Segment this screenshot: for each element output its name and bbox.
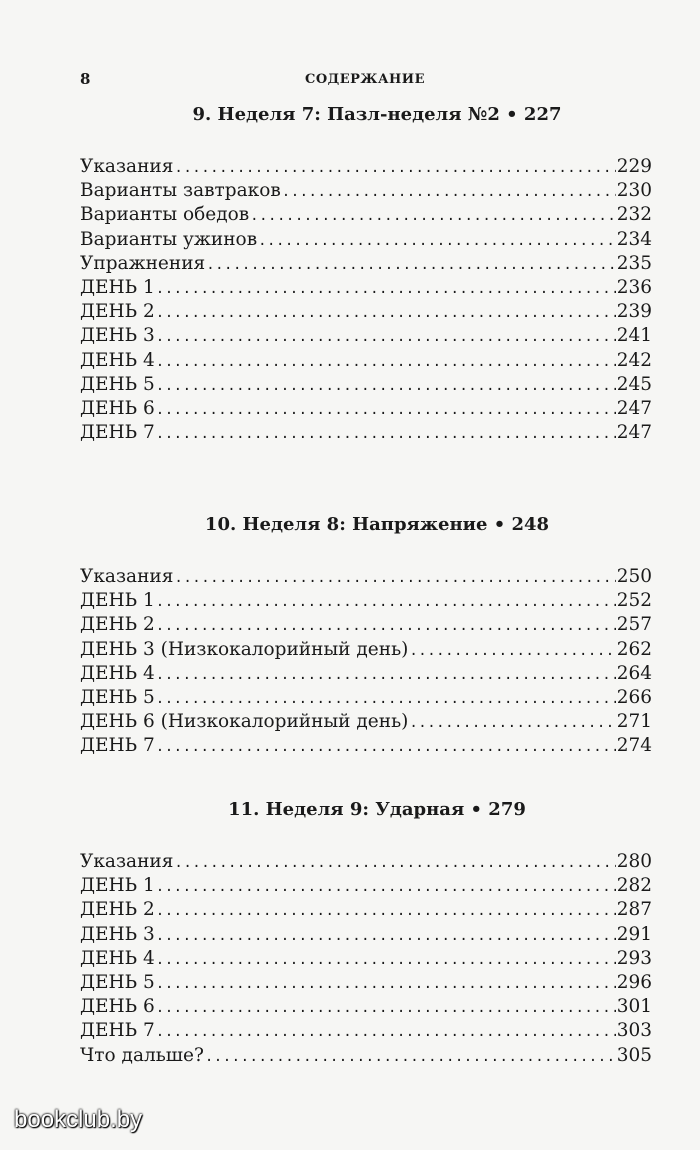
toc-entry-label: ДЕНЬ 5 [80, 686, 155, 708]
toc-entry [80, 850, 652, 874]
toc-entry-page: 232 [616, 204, 652, 226]
dot-leader [156, 1020, 616, 1044]
toc-entry [80, 179, 652, 203]
toc-entry-page: 287 [616, 899, 652, 921]
toc-entry-label: ДЕНЬ 7 [80, 1020, 155, 1042]
dot-leader [156, 735, 616, 759]
toc-entry-page: 293 [616, 947, 652, 969]
toc-entry [80, 421, 652, 445]
toc-entry-page: 250 [616, 566, 652, 587]
dot-leader [156, 325, 616, 349]
dot-leader [156, 875, 616, 899]
toc-list [80, 565, 652, 759]
section-title: 11. Неделя 9: Ударная • 279 [228, 799, 526, 820]
toc-list [80, 850, 652, 1068]
toc-entry-label: Варианты обедов [80, 204, 250, 226]
toc-entry-page: 247 [616, 422, 652, 444]
toc-entry-label: ДЕНЬ 2 [80, 301, 155, 323]
toc-entry [80, 228, 652, 252]
toc-entry-label: ДЕНЬ 5 [80, 373, 155, 395]
toc-entry-label: ДЕНЬ 6 [80, 996, 155, 1018]
dot-leader [156, 590, 616, 614]
toc-entry [80, 1044, 652, 1068]
dot-leader [156, 301, 616, 325]
toc-entry-page: 301 [616, 996, 652, 1018]
toc-entry [80, 276, 652, 300]
toc-entry [80, 995, 652, 1019]
toc-entry-label: ДЕНЬ 6 (Низкокалорийный день) [80, 711, 409, 733]
dot-leader [206, 253, 615, 277]
dot-leader [174, 566, 615, 590]
toc-entry-page: 257 [616, 614, 652, 636]
toc-entry-label: Указания [80, 566, 174, 587]
dot-leader [174, 156, 615, 180]
toc-entry-page: 303 [616, 1020, 652, 1042]
dot-leader [156, 924, 616, 948]
toc-entry-page: 247 [616, 397, 652, 419]
toc-entry [80, 349, 652, 373]
toc-entry-page: 239 [616, 301, 652, 323]
toc-entry [80, 397, 652, 421]
toc-entry [80, 324, 652, 348]
toc-entry-label: Указания [80, 156, 174, 177]
dot-leader [156, 687, 616, 711]
toc-entry [80, 638, 652, 662]
toc-entry-page: 282 [616, 875, 652, 897]
toc-entry-page: 266 [616, 686, 652, 708]
dot-leader [156, 277, 616, 301]
toc-entry-label: Указания [80, 851, 174, 872]
toc-entry [80, 155, 652, 179]
toc-entry [80, 874, 652, 898]
toc-section-week-9 [80, 797, 652, 1068]
toc-entry-label: ДЕНЬ 6 [80, 397, 155, 419]
toc-entry-page: 229 [616, 156, 652, 177]
toc-entry [80, 589, 652, 613]
toc-entry-label: Что дальше? [80, 1044, 204, 1066]
toc-entry-page: 280 [616, 851, 652, 872]
toc-entry-label: Упражнения [80, 252, 206, 274]
toc-entry-label: Варианты завтраков [80, 180, 281, 202]
site-watermark: bookclub.by [14, 1106, 143, 1133]
toc-entry [80, 710, 652, 734]
toc-entry-page: 241 [616, 325, 652, 347]
toc-entry-page: 264 [616, 662, 652, 684]
toc-entry [80, 1019, 652, 1043]
toc-entry-label: ДЕНЬ 2 [80, 899, 155, 921]
toc-entry-label: ДЕНЬ 3 [80, 923, 155, 945]
toc-entry-label: ДЕНЬ 1 [80, 590, 155, 612]
toc-entry-page: 252 [616, 590, 652, 612]
dot-leader [156, 350, 616, 374]
toc-section-week-8 [80, 512, 652, 759]
toc-entry-page: 242 [616, 349, 652, 371]
toc-entry [80, 613, 652, 637]
dot-leader [250, 204, 616, 228]
toc-entry [80, 565, 652, 589]
toc-list [80, 155, 652, 445]
dot-leader [174, 851, 615, 875]
toc-entry-page: 262 [616, 638, 652, 660]
dot-leader [156, 614, 616, 638]
toc-section-week-7 [80, 102, 652, 445]
toc-entry-label: Варианты ужинов [80, 228, 258, 250]
dot-leader [258, 229, 616, 253]
toc-entry [80, 947, 652, 971]
dot-leader [156, 398, 616, 422]
dot-leader [282, 180, 616, 204]
toc-entry-page: 245 [616, 373, 652, 395]
dot-leader [156, 899, 616, 923]
toc-entry-label: ДЕНЬ 5 [80, 971, 155, 993]
dot-leader [409, 639, 615, 663]
toc-entry [80, 252, 652, 276]
toc-entry [80, 734, 652, 758]
toc-entry-label: ДЕНЬ 1 [80, 875, 155, 897]
page-number: 8 [80, 70, 91, 88]
toc-entry-label: ДЕНЬ 3 [80, 325, 155, 347]
toc-entry-label: ДЕНЬ 1 [80, 276, 155, 298]
toc-entry-page: 296 [616, 971, 652, 993]
toc-entry-page: 274 [616, 735, 652, 757]
toc-entry [80, 971, 652, 995]
toc-entry [80, 373, 652, 397]
toc-entry-label: ДЕНЬ 4 [80, 662, 155, 684]
dot-leader [156, 422, 616, 446]
toc-entry-page: 271 [616, 711, 652, 733]
toc-entry [80, 923, 652, 947]
dot-leader [156, 996, 616, 1020]
toc-entry-label: ДЕНЬ 4 [80, 349, 155, 371]
toc-entry-page: 235 [616, 252, 652, 274]
dot-leader [409, 711, 615, 735]
toc-entry-page: 230 [616, 180, 652, 202]
dot-leader [156, 972, 616, 996]
section-title: 9. Неделя 7: Пазл-неделя №2 • 227 [192, 104, 562, 125]
toc-entry-label: ДЕНЬ 7 [80, 422, 155, 444]
dot-leader [205, 1045, 616, 1069]
toc-entry-label: ДЕНЬ 4 [80, 947, 155, 969]
toc-entry [80, 686, 652, 710]
section-title: 10. Неделя 8: Напряжение • 248 [204, 514, 550, 535]
toc-entry-page: 234 [616, 228, 652, 250]
toc-entry-page: 305 [616, 1044, 652, 1066]
dot-leader [156, 948, 616, 972]
toc-entry-label: ДЕНЬ 3 (Низкокалорийный день) [80, 638, 409, 660]
toc-entry-page: 236 [616, 276, 652, 298]
dot-leader [156, 374, 616, 398]
toc-entry [80, 898, 652, 922]
toc-entry-label: ДЕНЬ 7 [80, 735, 155, 757]
toc-entry [80, 662, 652, 686]
running-head: СОДЕРЖАНИЕ [304, 72, 426, 87]
toc-entry-page: 291 [616, 923, 652, 945]
toc-entry-label: ДЕНЬ 2 [80, 614, 155, 636]
toc-entry [80, 203, 652, 227]
dot-leader [156, 663, 616, 687]
toc-entry [80, 300, 652, 324]
